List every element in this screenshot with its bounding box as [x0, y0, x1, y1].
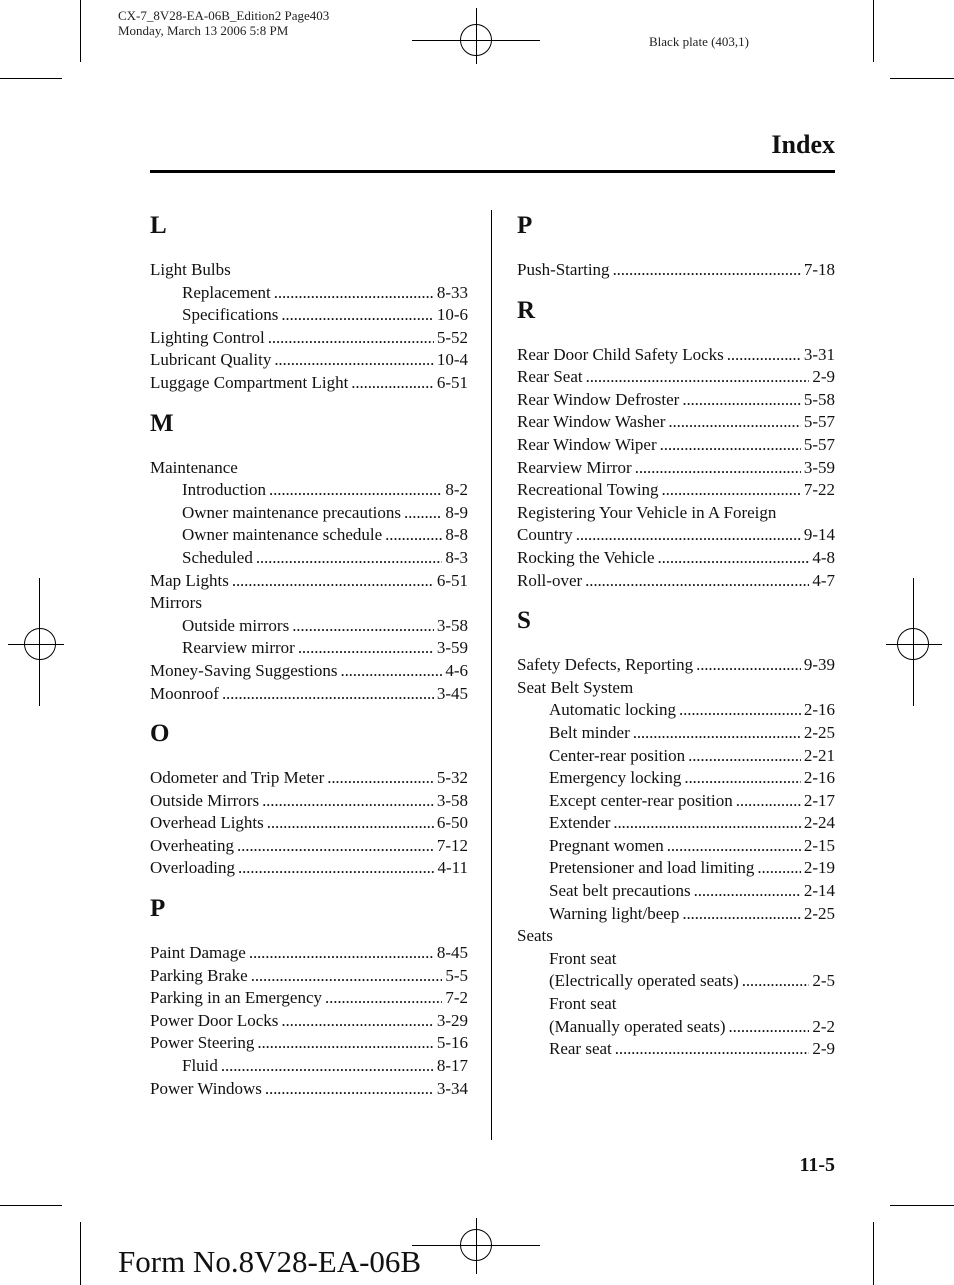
- entry-page: 5-5: [445, 965, 468, 985]
- index-subentry: [517, 767, 835, 790]
- entry-term: Owner maintenance schedule: [182, 525, 383, 545]
- entry-page: 4-11: [437, 858, 468, 878]
- dot-leader: [256, 547, 443, 570]
- entry-term: Pregnant women: [549, 835, 664, 855]
- entry-page: 2-16: [803, 768, 835, 788]
- entry-term: Country: [517, 525, 573, 545]
- entry-term: (Electrically operated seats): [549, 971, 739, 991]
- index-entry: [517, 457, 835, 480]
- index-entry: [517, 344, 835, 367]
- entry-page: 2-9: [812, 1039, 835, 1059]
- index-subentry: [150, 304, 468, 327]
- entry-term: Overhead Lights: [150, 813, 264, 833]
- dot-leader: [679, 699, 801, 722]
- dot-leader: [682, 389, 800, 412]
- entry-term: Except center-rear position: [549, 790, 733, 810]
- entry-page: 8-8: [445, 525, 468, 545]
- entry-page: 8-45: [436, 943, 468, 963]
- index-subentry: [150, 502, 468, 525]
- entry-page: 5-32: [436, 768, 468, 788]
- entry-term: Lubricant Quality: [150, 350, 272, 370]
- dot-leader: [340, 660, 442, 683]
- entry-page: 6-51: [436, 570, 468, 590]
- entry-page: 7-12: [436, 835, 468, 855]
- dot-leader: [684, 767, 800, 790]
- index-entry: [517, 547, 835, 570]
- entry-page: 5-57: [803, 412, 835, 432]
- dot-leader: [696, 654, 801, 677]
- index-entry: [150, 1010, 468, 1033]
- index-entry: [150, 570, 468, 593]
- index-entry: [150, 660, 468, 683]
- entry-term: Center-rear position: [549, 745, 686, 765]
- section-letter: R: [517, 296, 536, 324]
- entry-page: 4-7: [812, 570, 835, 590]
- index-section: [150, 894, 468, 1100]
- entry-page: 2-24: [803, 813, 835, 833]
- index-entry: [150, 349, 468, 372]
- entry-page: 8-33: [436, 282, 468, 302]
- index-section: [150, 211, 468, 395]
- index-entry: [517, 479, 835, 502]
- entry-term: Power Windows: [150, 1078, 262, 1098]
- index-entry: [150, 942, 468, 965]
- index-column-left: [150, 206, 468, 1114]
- entry-page: 2-14: [803, 881, 835, 901]
- dot-leader: [667, 835, 801, 858]
- entry-term: Rear Window Wiper: [517, 434, 657, 454]
- section-letter: P: [517, 212, 533, 239]
- index-subentry: [150, 524, 468, 547]
- entry-page: 3-45: [436, 683, 468, 703]
- dot-leader: [327, 767, 434, 790]
- entry-term: Roll-over: [517, 570, 583, 590]
- dot-leader: [249, 942, 434, 965]
- index-subentry: [150, 479, 468, 502]
- entry-page: 8-2: [445, 480, 468, 500]
- entry-page: 4-8: [812, 547, 835, 567]
- index-entry: [150, 790, 468, 813]
- entry-page: 2-5: [812, 971, 835, 991]
- dot-leader: [688, 745, 801, 768]
- index-section: [517, 606, 835, 1061]
- entry-page: 2-16: [803, 700, 835, 720]
- form-number: Form No.8V28-EA-06B: [118, 1244, 422, 1279]
- entry-term: Scheduled: [182, 547, 253, 567]
- index-subentry: [150, 282, 468, 305]
- index-subentry: [517, 857, 835, 880]
- entry-page: 5-52: [436, 327, 468, 347]
- entry-term: Parking in an Emergency: [150, 988, 323, 1008]
- index-subentry: [517, 790, 835, 813]
- dot-leader: [682, 903, 800, 926]
- dot-leader: [268, 327, 434, 350]
- dot-leader: [265, 1078, 434, 1101]
- index-subentry: [517, 1038, 835, 1061]
- dot-leader: [274, 282, 434, 305]
- dot-leader: [613, 259, 801, 282]
- entry-page: 7-2: [445, 988, 468, 1008]
- dot-leader: [237, 835, 434, 858]
- index-entry: [517, 654, 835, 677]
- dot-leader: [662, 479, 801, 502]
- index-subentry: [517, 835, 835, 858]
- dot-leader: [232, 570, 434, 593]
- entry-term: Rear seat: [549, 1039, 612, 1059]
- index-subentry: [150, 637, 468, 660]
- dot-leader: [298, 637, 434, 660]
- dot-leader: [269, 479, 442, 502]
- dot-leader: [221, 1055, 434, 1078]
- dot-leader: [660, 434, 801, 457]
- column-divider: [491, 210, 492, 1140]
- index-entry: [517, 366, 835, 389]
- index-entry: [150, 683, 468, 706]
- dot-leader: [585, 570, 809, 593]
- dot-leader: [267, 812, 434, 835]
- index-heading: Seat Belt System: [517, 677, 634, 697]
- index-entry: [150, 965, 468, 988]
- section-letter: O: [150, 720, 170, 748]
- entry-term: Seat belt precautions: [549, 881, 691, 901]
- dot-leader: [694, 880, 801, 903]
- index-entry: [517, 434, 835, 457]
- index-entry: [150, 835, 468, 858]
- index-section: [150, 409, 468, 706]
- entry-term: Outside mirrors: [182, 615, 290, 635]
- index-entry: [150, 327, 468, 350]
- dot-leader: [586, 366, 810, 389]
- index-heading: Maintenance: [150, 457, 238, 477]
- index-entry: [517, 411, 835, 434]
- print-header: [118, 8, 329, 38]
- entry-term: Push-Starting: [517, 260, 610, 279]
- index-entry: [517, 570, 835, 593]
- entry-page: 10-4: [436, 350, 468, 370]
- date-line: Monday, March 13 2006 5:8 PM: [118, 23, 289, 38]
- entry-term: Rear Window Defroster: [517, 389, 680, 409]
- index-subentry: [517, 812, 835, 835]
- entry-term: Money-Saving Suggestions: [150, 660, 338, 680]
- entry-page: 3-59: [436, 638, 468, 658]
- index-entry: [517, 389, 835, 412]
- entry-page: 2-25: [803, 903, 835, 923]
- entry-page: 7-22: [803, 480, 835, 500]
- index-entry: [150, 767, 468, 790]
- dot-leader: [257, 1032, 433, 1055]
- index-heading: Seats: [517, 926, 553, 946]
- entry-term: Power Steering: [150, 1033, 255, 1053]
- index-heading: Front seat: [549, 948, 617, 968]
- entry-page: 5-57: [803, 434, 835, 454]
- index-entry: [150, 1032, 468, 1055]
- entry-page: 7-18: [803, 260, 835, 279]
- entry-term: Recreational Towing: [517, 480, 659, 500]
- entry-page: 6-51: [436, 372, 468, 392]
- plate-label: Black plate (403,1): [649, 34, 749, 49]
- index-heading: Front seat: [549, 994, 617, 1014]
- entry-page: 2-9: [812, 367, 835, 387]
- entry-term: Moonroof: [150, 683, 219, 703]
- dot-leader: [351, 372, 434, 395]
- dot-leader: [736, 790, 801, 813]
- entry-page: 8-17: [436, 1056, 468, 1076]
- dot-leader: [576, 524, 801, 547]
- entry-term: Safety Defects, Reporting: [517, 655, 694, 675]
- index-heading: Registering Your Vehicle in A Foreign: [517, 502, 777, 522]
- entry-page: 5-58: [803, 389, 835, 409]
- entry-term: Fluid: [182, 1056, 218, 1076]
- index-subentry: [517, 722, 835, 745]
- index-subentry: [150, 615, 468, 638]
- entry-page: 2-21: [803, 745, 835, 765]
- entry-page: 3-58: [436, 615, 468, 635]
- index-entry: [150, 1078, 468, 1101]
- entry-term: Owner maintenance precautions: [182, 502, 402, 522]
- entry-term: Pretensioner and load limiting: [549, 858, 755, 878]
- entry-term: Automatic locking: [549, 700, 677, 720]
- index-heading: Light Bulbs: [150, 260, 231, 279]
- dot-leader: [262, 790, 434, 813]
- entry-page: 9-14: [803, 525, 835, 545]
- dot-leader: [281, 304, 434, 327]
- entry-term: Overheating: [150, 835, 235, 855]
- entry-page: 2-15: [803, 835, 835, 855]
- entry-term: Luggage Compartment Light: [150, 372, 349, 392]
- page-number: 11-5: [799, 1154, 835, 1176]
- entry-page: 8-9: [445, 502, 468, 522]
- entry-term: Outside Mirrors: [150, 790, 260, 810]
- entry-term: Map Lights: [150, 570, 229, 590]
- dot-leader: [274, 349, 434, 372]
- dot-leader: [292, 615, 434, 638]
- index-subentry: [517, 699, 835, 722]
- entry-page: 2-19: [803, 858, 835, 878]
- dot-leader: [658, 547, 810, 570]
- index-entry: [150, 857, 468, 880]
- dot-leader: [222, 683, 434, 706]
- entry-page: 10-6: [436, 305, 468, 325]
- index-heading: Mirrors: [150, 593, 202, 613]
- dot-leader: [251, 965, 443, 988]
- file-line: CX-7_8V28-EA-06B_Edition2 Page403: [118, 8, 330, 23]
- entry-term: Emergency locking: [549, 768, 682, 788]
- dot-leader: [727, 344, 801, 367]
- index-subentry: [517, 880, 835, 903]
- entry-term: Rear Seat: [517, 367, 583, 387]
- index-subentry: [517, 745, 835, 768]
- entry-page: 5-16: [436, 1033, 468, 1053]
- dot-leader: [757, 857, 800, 880]
- index-section: [517, 296, 835, 593]
- dot-leader: [404, 502, 442, 525]
- entry-page: 3-29: [436, 1010, 468, 1030]
- section-letter: P: [150, 895, 166, 923]
- entry-page: 3-34: [436, 1078, 468, 1098]
- index-entry: [517, 259, 835, 282]
- dot-leader: [633, 722, 801, 745]
- dot-leader: [613, 812, 800, 835]
- title-rule: [150, 170, 835, 173]
- page-title: Index: [771, 130, 835, 159]
- entry-term: Specifications: [182, 305, 279, 325]
- entry-term: Replacement: [182, 282, 271, 302]
- entry-page: 6-50: [436, 813, 468, 833]
- entry-term: Rearview Mirror: [517, 457, 632, 477]
- entry-page: 4-6: [445, 660, 468, 680]
- entry-page: 3-31: [803, 344, 835, 364]
- dot-leader: [668, 411, 800, 434]
- entry-page: 8-3: [445, 547, 468, 567]
- dot-leader: [729, 1016, 810, 1039]
- entry-term: Odometer and Trip Meter: [150, 768, 325, 788]
- entry-term: (Manually operated seats): [549, 1016, 726, 1036]
- entry-term: Rocking the Vehicle: [517, 547, 655, 567]
- index-subentry: [517, 1016, 835, 1039]
- index-entry: [150, 372, 468, 395]
- entry-term: Extender: [549, 813, 611, 833]
- entry-page: 2-17: [803, 790, 835, 810]
- index-section: [150, 719, 468, 880]
- index-column-right: [517, 206, 835, 1075]
- entry-page: 3-59: [803, 457, 835, 477]
- index-section: [517, 211, 835, 282]
- entry-page: 2-2: [812, 1016, 835, 1036]
- entry-term: Warning light/beep: [549, 903, 680, 923]
- entry-term: Power Door Locks: [150, 1010, 279, 1030]
- dot-leader: [325, 987, 442, 1010]
- section-letter: M: [150, 409, 174, 437]
- entry-page: 3-58: [436, 790, 468, 810]
- dot-leader: [615, 1038, 810, 1061]
- entry-term: Rear Door Child Safety Locks: [517, 344, 724, 364]
- entry-term: Rearview mirror: [182, 638, 295, 658]
- index-subentry: [517, 903, 835, 926]
- index-subentry: [150, 547, 468, 570]
- entry-page: 9-39: [803, 655, 835, 675]
- section-letter: S: [517, 607, 531, 635]
- dot-leader: [385, 524, 442, 547]
- entry-term: Belt minder: [549, 722, 630, 742]
- entry-term: Introduction: [182, 480, 267, 500]
- index-subentry: [150, 1055, 468, 1078]
- section-letter: L: [150, 212, 167, 239]
- dot-leader: [238, 857, 434, 880]
- entry-page: 2-25: [803, 722, 835, 742]
- index-subentry: [517, 970, 835, 993]
- index-entry: [150, 987, 468, 1010]
- index-entry: [150, 812, 468, 835]
- entry-term: Paint Damage: [150, 943, 246, 963]
- dot-leader: [281, 1010, 433, 1033]
- entry-term: Parking Brake: [150, 965, 248, 985]
- entry-term: Lighting Control: [150, 327, 265, 347]
- dot-leader: [742, 970, 810, 993]
- entry-term: Overloading: [150, 858, 235, 878]
- index-entry: [517, 524, 835, 547]
- dot-leader: [635, 457, 801, 480]
- entry-term: Rear Window Washer: [517, 412, 666, 432]
